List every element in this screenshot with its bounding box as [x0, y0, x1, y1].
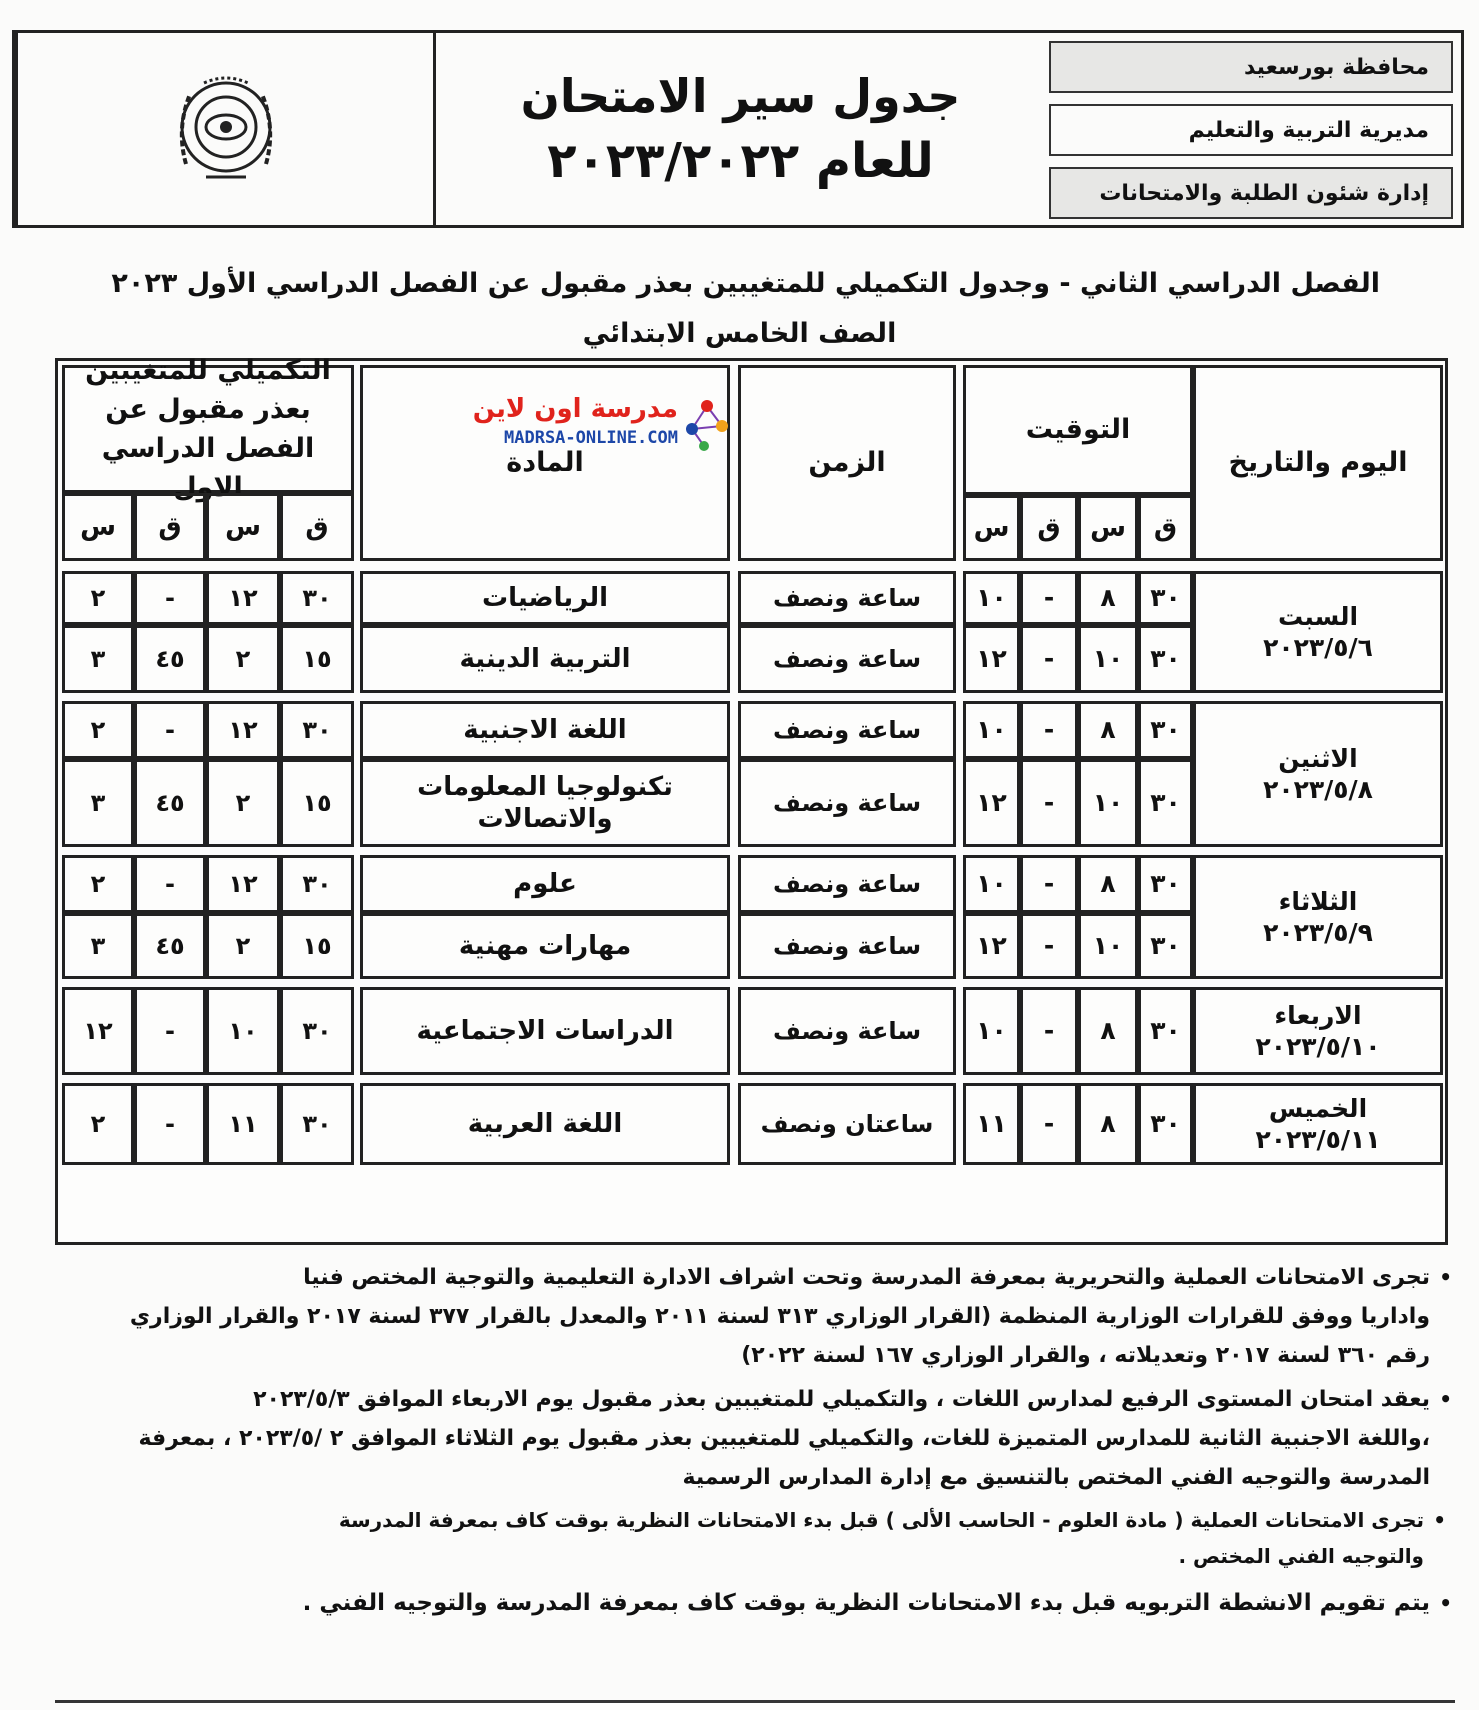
timing-value: ٣٠: [1138, 913, 1193, 979]
timing-value: ٣٠: [1138, 987, 1193, 1075]
supplementary-timing-value: -: [134, 701, 206, 759]
document-header: [12, 30, 1464, 228]
note-1-line-2: واداريا ووفق للقرارات الوزارية المنظمة (القرار الوزاري ٣١٣ لسنة ٢٠١١ والمعدل بالقرار ٣٧٧ لسنة ٢٠١٧ والقرار الوزاري: [129, 1304, 1430, 1329]
timing-value: ٣٠: [1138, 1083, 1193, 1165]
timing-value: ١٠: [1078, 625, 1138, 693]
supplementary-timing-value: ١٢: [206, 701, 280, 759]
supplementary-timing-value: ٢: [206, 913, 280, 979]
timing-value: ١٢: [963, 913, 1020, 979]
logo-box: [15, 33, 433, 225]
timing-value: ١٢: [963, 759, 1020, 847]
supplementary-timing-value: ٣: [62, 913, 134, 979]
header-supplementary: التكميلي للمتغيبين بعذر مقبول عن الفصل الدراسي الاول: [62, 365, 354, 493]
timing-value: -: [1020, 701, 1078, 759]
subject-name: التربية الدينية: [360, 625, 730, 693]
supplementary-timing-value: ٢: [62, 855, 134, 913]
watermark-arabic: مدرسة اون لاين: [472, 394, 678, 424]
duration-value: ساعة ونصف: [738, 759, 956, 847]
note-1-line-1: تجرى الامتحانات العملية والتحريرية بمعرفة المدرسة وتحت اشراف الادارة التعليمية والتوجية المختص فنيا: [303, 1265, 1430, 1290]
footer-rule: [55, 1700, 1455, 1703]
note-2-line-1: يعقد امتحان المستوى الرفيع لمدارس اللغات ، والتكميلي للمتغيبين بعذر مقبول يوم الاربعاء الموافق ٢٠٢٣/٥/٣: [253, 1387, 1430, 1412]
note-1-line-3: رقم ٣٦٠ لسنة ٢٠١٧ وتعديلاته ، والقرار الوزاري ١٦٧ لسنة ٢٠٢٢): [741, 1343, 1430, 1368]
timing-value: ١٠: [963, 987, 1020, 1075]
header-day-date: اليوم والتاريخ: [1193, 365, 1443, 561]
timing-value: -: [1020, 855, 1078, 913]
header-supp-hour-end: س: [62, 493, 134, 561]
duration-value: ساعة ونصف: [738, 701, 956, 759]
timing-value: ٨: [1078, 701, 1138, 759]
timing-value: ٨: [1078, 987, 1138, 1075]
timing-value: ٣٠: [1138, 625, 1193, 693]
timing-value: ٨: [1078, 571, 1138, 625]
note-4-line-1: يتم تقويم الانشطة التربويه قبل بدء الامتحانات النظرية بوقت كاف بمعرفة المدرسة والتوجيه الفني .: [302, 1590, 1430, 1616]
molecule-logo-icon: [682, 394, 732, 454]
exam-date: ٢٠٢٣/٥/٩: [1263, 918, 1373, 947]
note-3: •تجرى الامتحانات العملية ( مادة العلوم - الحاسب الألى ) قبل بدء الامتحانات النظرية بوقت كاف بمعرفة المدرسة والتوجيه الفني المختص .: [20, 1502, 1452, 1574]
timing-value: -: [1020, 987, 1078, 1075]
subject-name: الرياضيات: [360, 571, 730, 625]
timing-value: ٣٠: [1138, 571, 1193, 625]
supplementary-timing-value: ٣٠: [280, 571, 354, 625]
supplementary-timing-value: -: [134, 987, 206, 1075]
duration-value: ساعة ونصف: [738, 571, 956, 625]
timing-value: ٣٠: [1138, 759, 1193, 847]
note-3-line-2: والتوجيه الفني المختص .: [1178, 1544, 1424, 1568]
timing-value: ١٢: [963, 625, 1020, 693]
subject-name: علوم: [360, 855, 730, 913]
duration-value: ساعة ونصف: [738, 625, 956, 693]
note-3-line-1: تجرى الامتحانات العملية ( مادة العلوم - الحاسب الألى ) قبل بدء الامتحانات النظرية بوقت كاف بمعرفة المدرسة: [338, 1508, 1424, 1532]
exam-date: ٢٠٢٣/٥/١٠: [1255, 1032, 1381, 1061]
supplementary-timing-value: ٢: [62, 571, 134, 625]
supplementary-timing-value: ٣: [62, 625, 134, 693]
organization-box: [1049, 41, 1453, 219]
supplementary-timing-value: ٢: [62, 701, 134, 759]
supplementary-timing-value: ٣٠: [280, 701, 354, 759]
supplementary-timing-value: ٣٠: [280, 855, 354, 913]
directorate-seal-icon: [156, 69, 296, 189]
day-name: السبت: [1277, 601, 1359, 631]
timing-value: ٣٠: [1138, 855, 1193, 913]
supplementary-timing-value: ٢: [62, 1083, 134, 1165]
supplementary-timing-value: -: [134, 571, 206, 625]
header-timing-minute: ق: [1138, 495, 1193, 561]
note-1: •تجرى الامتحانات العملية والتحريرية بمعرفة المدرسة وتحت اشراف الادارة التعليمية والتوجية المختص فنيا واداريا ووفق للقرارات الوزارية المنظمة (القرار الوزاري ٣١٣ لسنة ٢٠١١ والمعدل بالقرار ٣٧٧ لسنة ٢٠١٧ والقرار الوزاري رقم ٣٦٠ لسنة ٢٠١٧ وتعديلاته ، والقرار الوزاري ١٦٧ لسنة ٢٠٢٢): [20, 1258, 1452, 1375]
supplementary-timing-value: ٤٥: [134, 913, 206, 979]
exam-date: ٢٠٢٣/٥/٦: [1263, 633, 1373, 662]
timing-value: ١٠: [963, 701, 1020, 759]
note-2-line-2: ،واللغة الاجنبية الثانية للمدارس المتميزة للغات، والتكميلي للمتغيبين بعذر مقبول يوم الثلاثاء الموافق ٢ /٢٠٢٣/٥ ، بمعرفة: [138, 1426, 1430, 1451]
directorate-label: مديرية التربية والتعليم: [1049, 104, 1453, 156]
day-name: الاثنين: [1278, 743, 1358, 773]
header-subject: المادة: [360, 365, 730, 561]
supplementary-timing-value: ٣٠: [280, 1083, 354, 1165]
watermark-latin: MADRSA-ONLINE.COM: [504, 428, 678, 448]
exam-date: ٢٠٢٣/٥/١١: [1255, 1125, 1381, 1154]
document-title: جدول سير الامتحان: [520, 69, 961, 123]
header-supp-minute: ق: [280, 493, 354, 561]
duration-value: ساعتان ونصف: [738, 1083, 956, 1165]
subject-name: الدراسات الاجتماعية: [360, 987, 730, 1075]
subject-name: مهارات مهنية: [360, 913, 730, 979]
grade-heading: الصف الخامس الابتدائي: [582, 318, 897, 349]
header-timing-hour-end: س: [963, 495, 1020, 561]
supplementary-timing-value: ١٠: [206, 987, 280, 1075]
supplementary-timing-value: ٤٥: [134, 759, 206, 847]
subject-name: اللغة الاجنبية: [360, 701, 730, 759]
timing-value: -: [1020, 759, 1078, 847]
day-name: الثلاثاء: [1278, 886, 1358, 916]
supplementary-timing-value: ١١: [206, 1083, 280, 1165]
timing-value: -: [1020, 913, 1078, 979]
timing-value: ٣٠: [1138, 701, 1193, 759]
supplementary-timing-value: -: [134, 855, 206, 913]
note-2-line-3: المدرسة والتوجيه الفني المختص بالتنسيق مع إدارة المدارس الرسمية: [682, 1465, 1430, 1490]
day-cell: [1193, 1083, 1443, 1165]
note-2: •يعقد امتحان المستوى الرفيع لمدارس اللغات ، والتكميلي للمتغيبين بعذر مقبول يوم الاربعاء الموافق ٢٠٢٣/٥/٣ ،واللغة الاجنبية الثانية للمدارس المتميزة للغات، والتكميلي للمتغيبين بعذر مقبول يوم الثلاثاء الموافق ٢ /٢٠٢٣/٥ ، بمعرفة المدرسة والتوجيه الفني المختص بالتنسيق مع إدارة المدارس الرسمية: [20, 1380, 1452, 1497]
day-cell: [1193, 701, 1443, 847]
department-label: إدارة شئون الطلبة والامتحانات: [1049, 167, 1453, 219]
header-timing: التوقيت: [963, 365, 1193, 495]
header-timing-hour: س: [1078, 495, 1138, 561]
timing-value: -: [1020, 625, 1078, 693]
supplementary-timing-value: ١٢: [62, 987, 134, 1075]
subject-name: تكنولوجيا المعلومات والاتصالات: [360, 759, 730, 847]
supplementary-timing-value: ١٢: [206, 855, 280, 913]
academic-year: للعام ٢٠٢٣/٢٠٢٢: [547, 133, 934, 189]
governorate-label: محافظة بورسعيد: [1049, 41, 1453, 93]
supplementary-timing-value: ٣٠: [280, 987, 354, 1075]
exam-date: ٢٠٢٣/٥/٨: [1263, 775, 1373, 804]
day-cell: [1193, 571, 1443, 693]
supplementary-timing-value: ١٥: [280, 625, 354, 693]
header-timing-minute-end: ق: [1020, 495, 1078, 561]
timing-value: ١١: [963, 1083, 1020, 1165]
day-cell: [1193, 855, 1443, 979]
timing-value: ١٠: [963, 571, 1020, 625]
timing-value: ١٠: [1078, 759, 1138, 847]
supplementary-timing-value: ٤٥: [134, 625, 206, 693]
subject-name: اللغة العربية: [360, 1083, 730, 1165]
day-cell: [1193, 987, 1443, 1075]
supplementary-timing-value: ١٥: [280, 759, 354, 847]
timing-value: ٨: [1078, 1083, 1138, 1165]
duration-value: ساعة ونصف: [738, 913, 956, 979]
header-supp-hour: س: [206, 493, 280, 561]
header-supp-minute-end: ق: [134, 493, 206, 561]
title-box: [433, 33, 1045, 225]
day-name: الخميس: [1268, 1093, 1368, 1123]
timing-value: ٨: [1078, 855, 1138, 913]
exam-schedule-table: [55, 354, 1448, 1245]
duration-value: ساعة ونصف: [738, 855, 956, 913]
supplementary-timing-value: ٢: [206, 759, 280, 847]
watermark: [462, 394, 732, 454]
duration-value: ساعة ونصف: [738, 987, 956, 1075]
timing-value: -: [1020, 1083, 1078, 1165]
timing-value: ١٠: [963, 855, 1020, 913]
semester-heading: الفصل الدراسي الثاني - وجدول التكميلي للمتغيبين بعذر مقبول عن الفصل الدراسي الأول ٢٠٢٣: [111, 268, 1380, 299]
supplementary-timing-value: ٣: [62, 759, 134, 847]
note-4: •يتم تقويم الانشطة التربويه قبل بدء الامتحانات النظرية بوقت كاف بمعرفة المدرسة والتوجيه الفني .: [302, 1590, 1452, 1616]
supplementary-timing-value: -: [134, 1083, 206, 1165]
day-name: الاربعاء: [1274, 1000, 1362, 1030]
supplementary-timing-value: ١٥: [280, 913, 354, 979]
supplementary-timing-value: ١٢: [206, 571, 280, 625]
timing-value: -: [1020, 571, 1078, 625]
supplementary-timing-value: ٢: [206, 625, 280, 693]
timing-value: ١٠: [1078, 913, 1138, 979]
header-duration: الزمن: [738, 365, 956, 561]
